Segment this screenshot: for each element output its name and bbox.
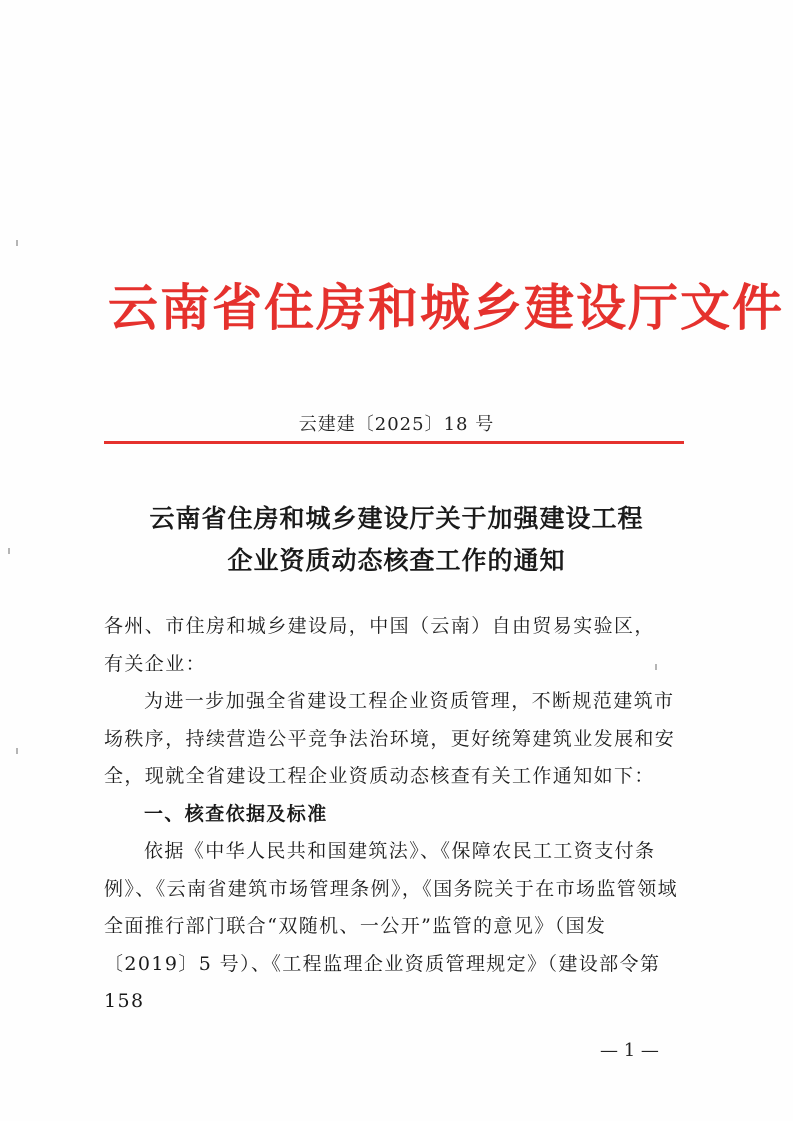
section-heading: 一、核查依据及标准 [144, 802, 328, 825]
addressee-line2: 有关企业： [104, 652, 207, 675]
addressee-line1: 各州、市住房和城乡建设局，中国（云南）自由贸易实验区， [104, 615, 655, 637]
section-paragraph: 依据《中华人民共和国建筑法》、《保障农民工工资支付条例》、《云南省建筑市场管理条例》，《国务院关于在市场监管领域全面推行部门联合“双随机、一公开”监管的意见》（国发〔2019〕5 号）、《工程监理企业资质管理规定》（建设部令第 158 [104, 840, 679, 1012]
letterhead-issuer: 云南省住房和城乡建设厅文件 [108, 278, 784, 337]
document-number: 云建建〔2025〕18 号 [298, 414, 495, 435]
page-number: — 1 — [600, 1040, 659, 1061]
scan-speck [16, 240, 18, 246]
document-title-line1: 云南省住房和城乡建设厅关于加强建设工程 [149, 504, 644, 533]
letterhead-red-rule [104, 441, 684, 444]
document-title [0, 498, 793, 582]
scan-speck [16, 748, 18, 754]
intro-paragraph: 为进一步加强全省建设工程企业资质管理，不断规范建筑市场秩序，持续营造公平竞争法治环境，更好统筹建筑业发展和安全，现就全省建设工程企业资质动态核查有关工作通知如下： [104, 690, 676, 787]
document-body [104, 608, 689, 1021]
document-title-line2: 企业资质动态核查工作的通知 [227, 546, 566, 575]
